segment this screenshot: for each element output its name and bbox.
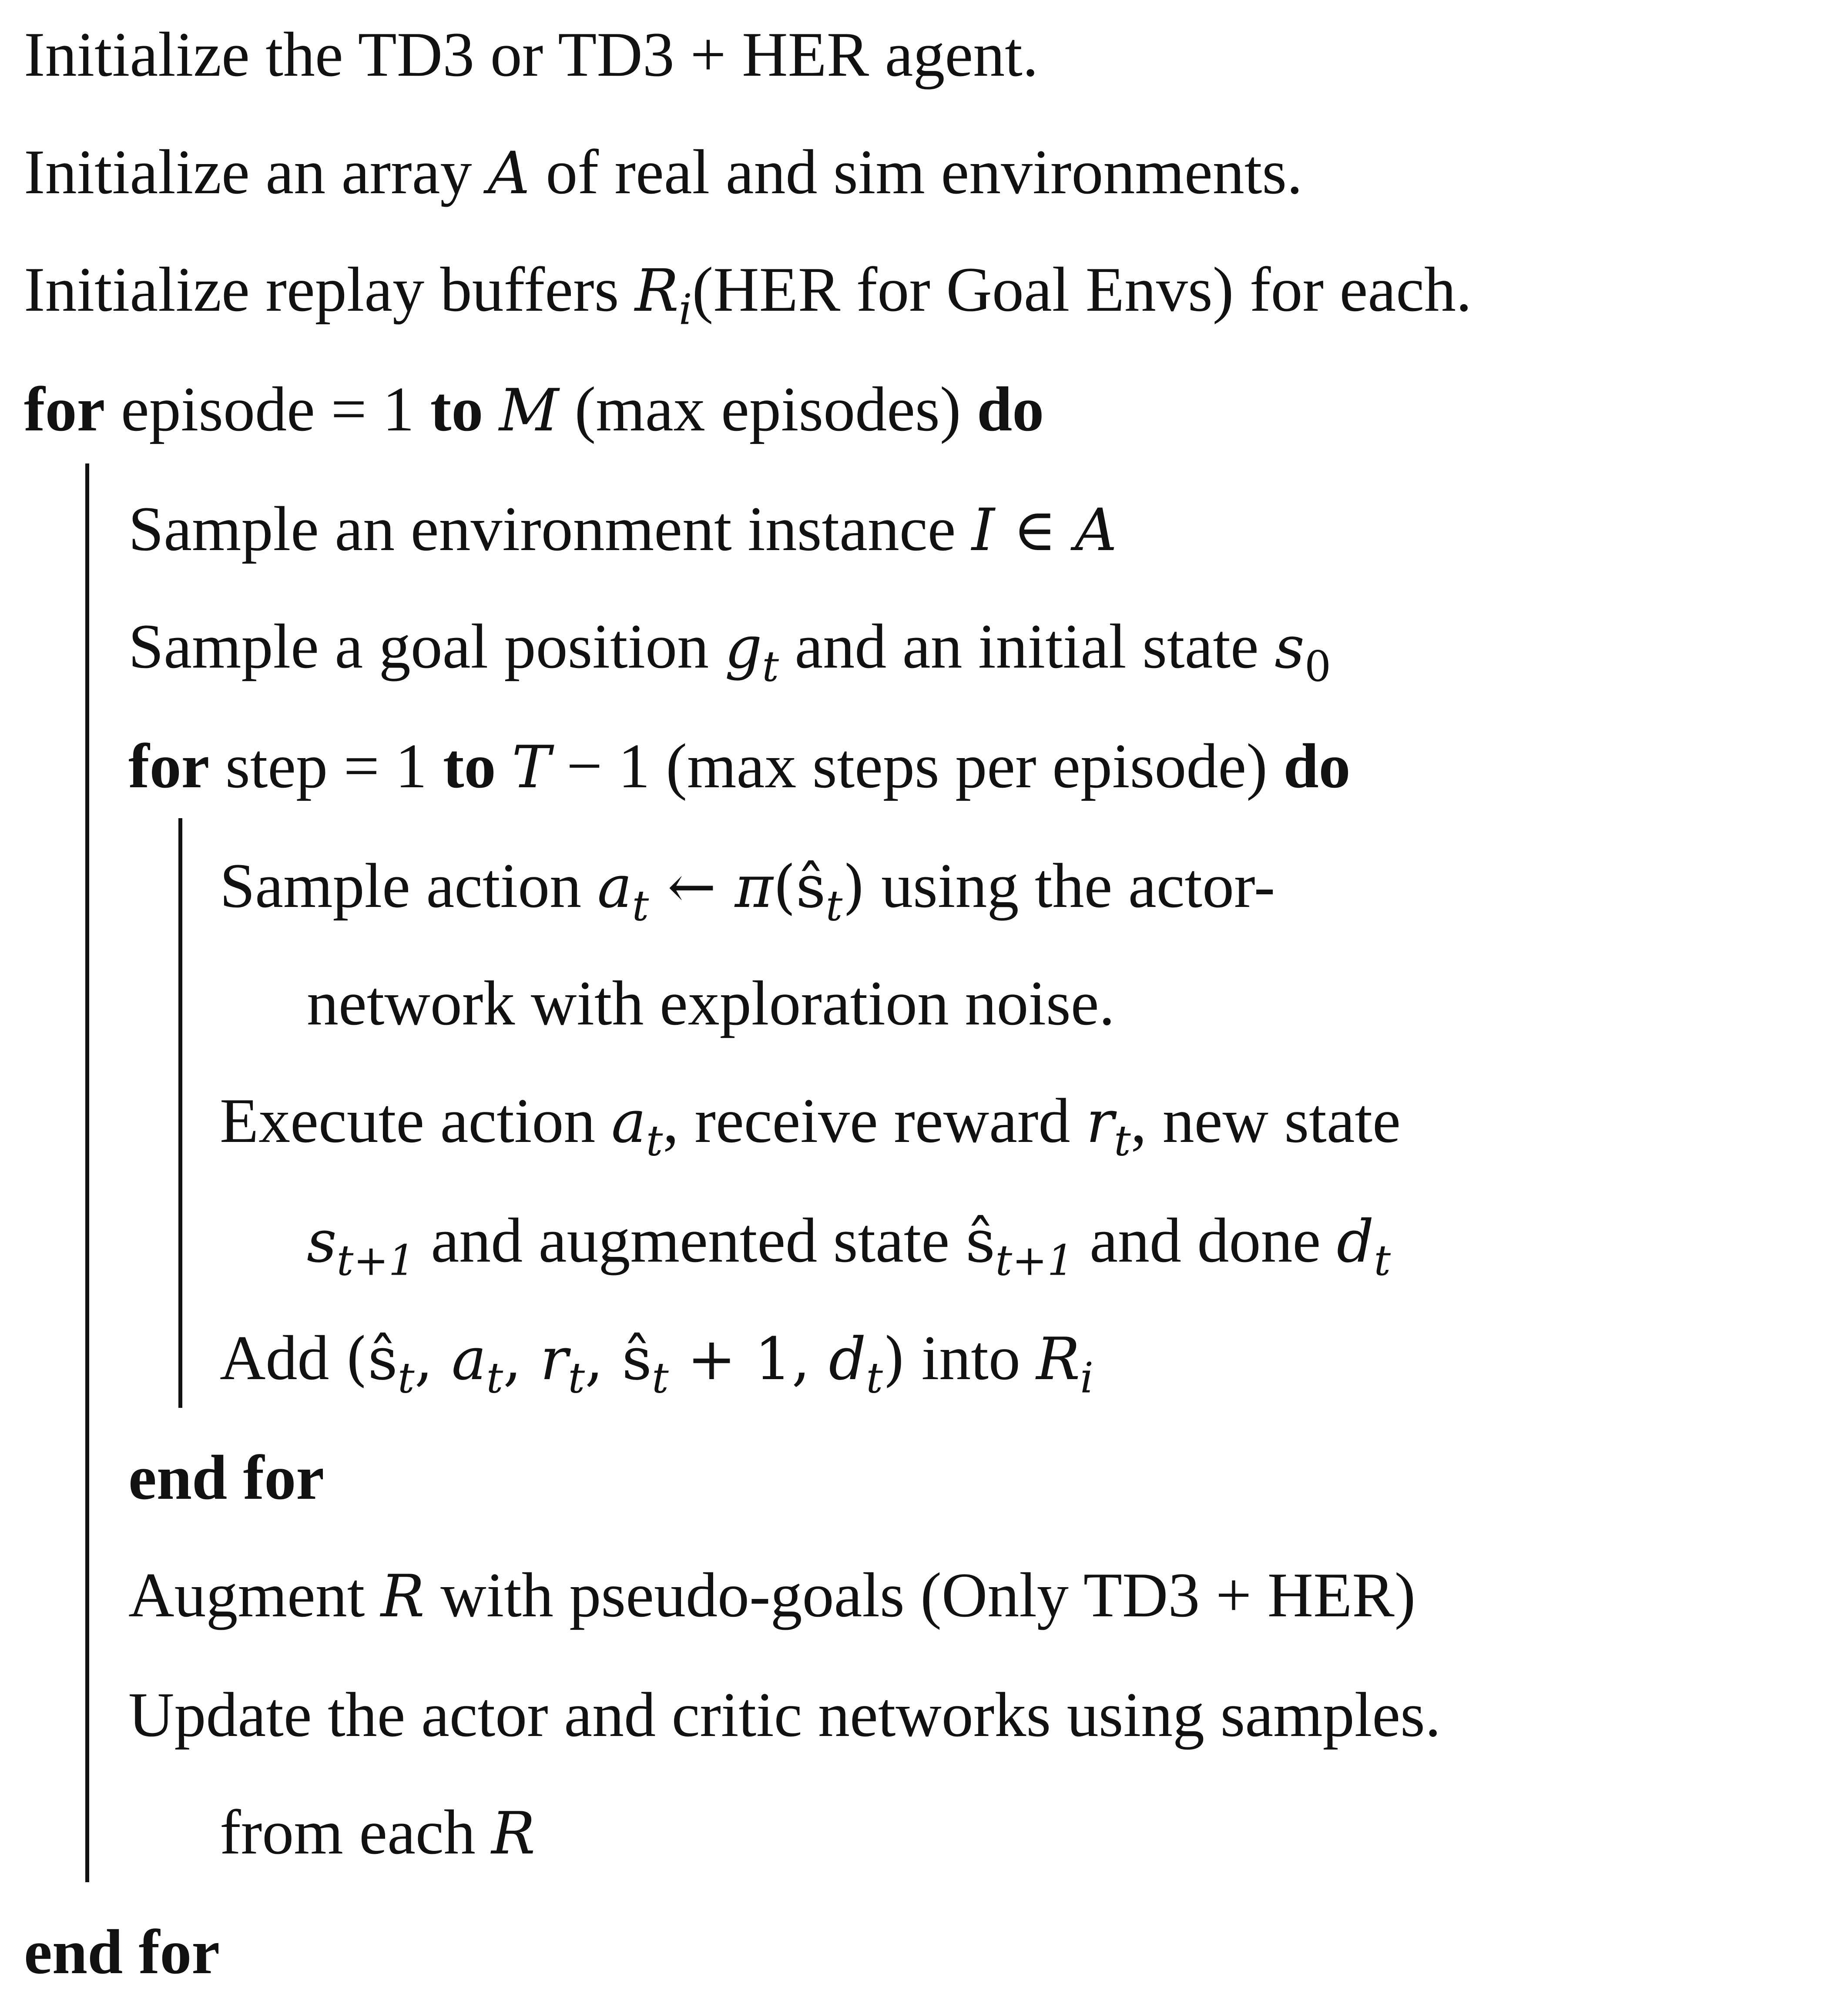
var-M: M	[499, 376, 559, 444]
execute-end: , new state	[1130, 1085, 1401, 1156]
line-inner-for	[128, 729, 1351, 803]
sample-goal-mid: and an initial state	[778, 611, 1275, 682]
line-sample-action	[220, 849, 1275, 930]
sample-action-text: Sample action	[220, 850, 597, 921]
sub-t: t	[825, 881, 843, 930]
init-buf-text-end: (HER for Goal Envs) for each.	[692, 254, 1472, 325]
left-arrow: ←	[649, 853, 735, 921]
var-a: a	[597, 853, 632, 921]
var-r: r	[1086, 1088, 1114, 1156]
var-R: R	[634, 257, 679, 325]
update-cont-text: from each	[220, 1797, 492, 1867]
sub-t: t	[762, 642, 779, 691]
keyword-for: for	[24, 374, 105, 444]
init-env-text-end: of real and sim environments.	[530, 137, 1303, 207]
line-update-cont	[220, 1795, 535, 1869]
element-of-symbol: ∈	[994, 496, 1075, 564]
keyword-end-for: end for	[128, 1442, 325, 1513]
var-s-hat: ŝ	[622, 1325, 652, 1393]
line-add-transition	[220, 1321, 1093, 1403]
outer-for-text: episode = 1	[105, 374, 430, 444]
line-outer-for	[24, 372, 1044, 446]
keyword-end-for: end for	[24, 1917, 220, 1987]
outer-for-paren: (max episodes)	[559, 374, 977, 444]
var-A: A	[488, 139, 530, 207]
line-init-buffers	[24, 252, 1472, 334]
add-text: Add	[220, 1323, 345, 1393]
sub-i: i	[1080, 1353, 1093, 1403]
var-T: T	[512, 733, 551, 801]
var-a: a	[451, 1325, 486, 1393]
sub-t: t	[652, 1353, 669, 1403]
var-pi: π	[735, 853, 773, 921]
line-sample-env	[128, 492, 1117, 566]
plus-one: + 1,	[668, 1325, 829, 1393]
var-I: I	[972, 496, 995, 564]
init-agent-text: Initialize the TD3 or TD3 + HER agent.	[24, 19, 1039, 90]
paren-close: )	[882, 1325, 906, 1393]
inner-for-text: step = 1	[209, 731, 443, 801]
sample-env-text: Sample an environment instance	[128, 494, 972, 564]
line-outer-end-for	[24, 1915, 220, 1989]
inner-loop-bar	[178, 818, 182, 1408]
sub-t: t	[866, 1353, 883, 1403]
keyword-to: to	[430, 374, 483, 444]
paren-open: (	[773, 853, 796, 921]
augment-text: Augment	[128, 1560, 381, 1630]
execute-text: Execute action	[220, 1085, 611, 1156]
keyword-do: do	[977, 374, 1044, 444]
sub-t: t	[486, 1353, 503, 1403]
line-inner-end-for	[128, 1440, 324, 1514]
add-into-text: into	[906, 1323, 1036, 1393]
line-execute-action	[220, 1084, 1401, 1165]
var-s-hat: ŝ	[368, 1325, 398, 1393]
line-execute-cont	[307, 1203, 1391, 1285]
var-g: g	[724, 614, 762, 682]
var-d: d	[828, 1325, 866, 1393]
sample-goal-text: Sample a goal position	[128, 611, 725, 682]
keyword-do: do	[1283, 731, 1351, 801]
var-s-hat: ŝ	[965, 1208, 996, 1276]
var-a: a	[611, 1088, 646, 1156]
var-r: r	[540, 1325, 568, 1393]
line-init-environments	[24, 135, 1303, 209]
sub-t-plus-1: t+1	[336, 1236, 415, 1285]
comma: ,	[414, 1325, 452, 1393]
init-buf-text: Initialize replay buffers	[24, 254, 635, 325]
update-text: Update the actor and critic networks using samples.	[128, 1679, 1441, 1750]
keyword-for: for	[128, 731, 210, 801]
comma: ,	[503, 1325, 540, 1393]
line-init-agent	[24, 17, 1038, 91]
execute-cont-mid: and augmented state	[415, 1205, 966, 1276]
comma: ,	[585, 1325, 622, 1393]
var-s: s	[307, 1208, 337, 1276]
line-update	[128, 1678, 1441, 1752]
var-R: R	[1036, 1325, 1080, 1393]
sub-i: i	[678, 285, 692, 334]
var-R: R	[491, 1800, 536, 1867]
sub-t: t	[646, 1116, 663, 1165]
augment-text-end: with pseudo-goals (Only TD3 + HER)	[424, 1560, 1416, 1630]
var-s-hat: ŝ	[795, 853, 826, 921]
var-s: s	[1274, 614, 1305, 682]
init-env-text: Initialize an array	[24, 137, 488, 207]
sample-action-continuation: network with exploration noise.	[307, 968, 1115, 1038]
var-d: d	[1336, 1208, 1374, 1276]
sub-t: t	[632, 881, 649, 930]
execute-cont-done: and done	[1073, 1205, 1337, 1276]
var-A: A	[1075, 496, 1117, 564]
paren-close: )	[842, 853, 865, 921]
keyword-to: to	[443, 731, 496, 801]
sub-t: t	[568, 1353, 585, 1403]
execute-mid: , receive reward	[663, 1085, 1087, 1156]
sub-t: t	[1374, 1236, 1391, 1285]
sample-action-text-end: using the actor-	[865, 850, 1275, 921]
var-R: R	[380, 1562, 425, 1630]
inner-for-paren: − 1 (max steps per episode)	[550, 731, 1284, 801]
paren-open: (	[345, 1325, 368, 1393]
line-augment	[128, 1558, 1415, 1632]
sub-t: t	[1114, 1116, 1131, 1165]
outer-loop-bar	[85, 463, 89, 1882]
sub-t-plus-1: t+1	[995, 1236, 1074, 1285]
line-sample-action-cont	[307, 966, 1115, 1040]
sub-t: t	[398, 1353, 415, 1403]
line-sample-goal	[128, 609, 1331, 691]
sub-0: 0	[1305, 642, 1331, 691]
